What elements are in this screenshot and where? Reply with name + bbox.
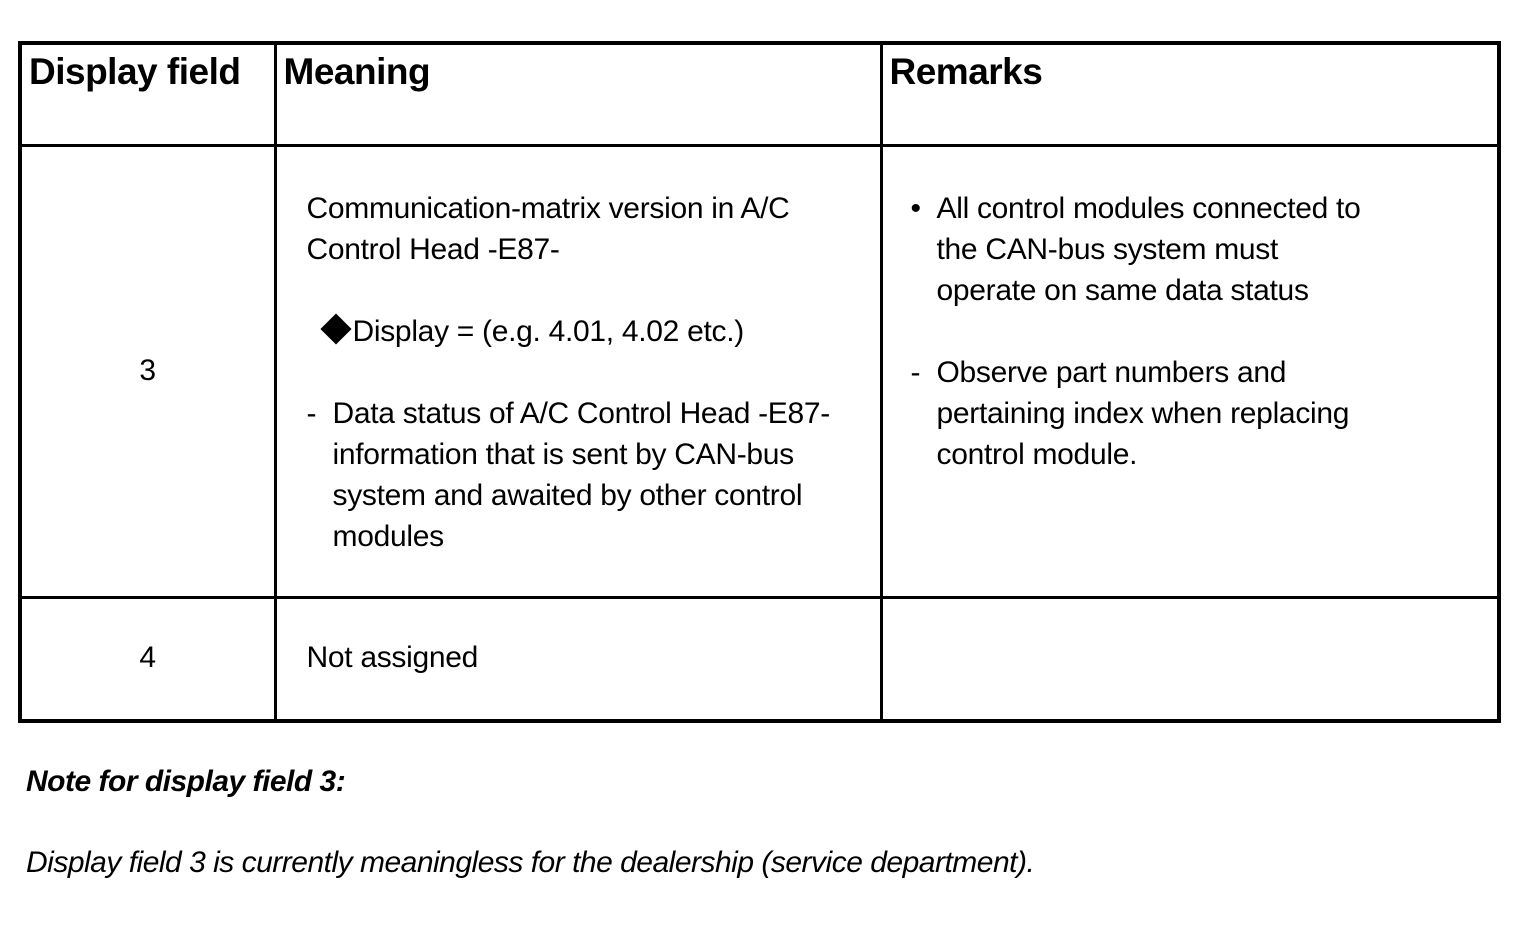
bullet-list-item	[911, 188, 1478, 311]
meaning-text: Not assigned	[306, 640, 479, 674]
dash-marker: -	[306, 396, 317, 430]
meaning-intro-line: Control Head -E87-	[306, 232, 560, 266]
display-field-table	[18, 41, 1501, 723]
display-value-text: Display = (e.g. 4.01, 4.02 etc.)	[352, 314, 744, 348]
dash-item-line: information that is sent by CAN-bus	[332, 437, 794, 471]
dash-item-line: pertaining index when replacing	[936, 396, 1350, 430]
display-field-number: 3	[139, 354, 157, 387]
header-remarks: Remarks	[881, 43, 1499, 145]
dash-item-line: system and awaited by other control	[332, 478, 803, 512]
meaning-intro-line: Communication-matrix version in A/C	[306, 191, 790, 225]
header-display-field: Display field	[20, 43, 275, 145]
dash-item-line: modules	[332, 519, 444, 553]
dash-marker: -	[910, 355, 921, 389]
note-title: Note for display field 3:	[26, 765, 346, 798]
display-field-cell	[20, 145, 275, 597]
diamond-bullet-icon	[320, 313, 351, 344]
table-row	[20, 145, 1499, 597]
table-row	[20, 597, 1499, 721]
dash-item-line: Data status of A/C Control Head -E87-	[332, 396, 830, 430]
bullet-item-line: operate on same data status	[936, 273, 1309, 307]
display-field-cell	[20, 597, 275, 721]
dash-list-item	[307, 393, 860, 557]
bullet-item-line: All control modules connected to	[936, 191, 1361, 225]
dash-item-line: Observe part numbers and	[936, 355, 1287, 389]
remarks-cell	[881, 597, 1499, 721]
meaning-cell	[275, 597, 881, 721]
remarks-text	[883, 599, 1498, 641]
header-meaning: Meaning	[275, 43, 881, 145]
remarks-cell	[881, 145, 1499, 597]
table-header-row	[20, 43, 1499, 145]
dash-item-line: control module.	[936, 437, 1138, 471]
dash-list-item	[911, 352, 1478, 475]
note-body: Display field 3 is currently meaningless for the dealership (service department).	[26, 846, 1035, 879]
display-field-number: 4	[139, 640, 157, 674]
meaning-cell	[275, 145, 881, 597]
bullet-marker: •	[910, 191, 921, 225]
diamond-list-item	[307, 311, 860, 352]
bullet-item-line: the CAN-bus system must	[936, 232, 1279, 266]
